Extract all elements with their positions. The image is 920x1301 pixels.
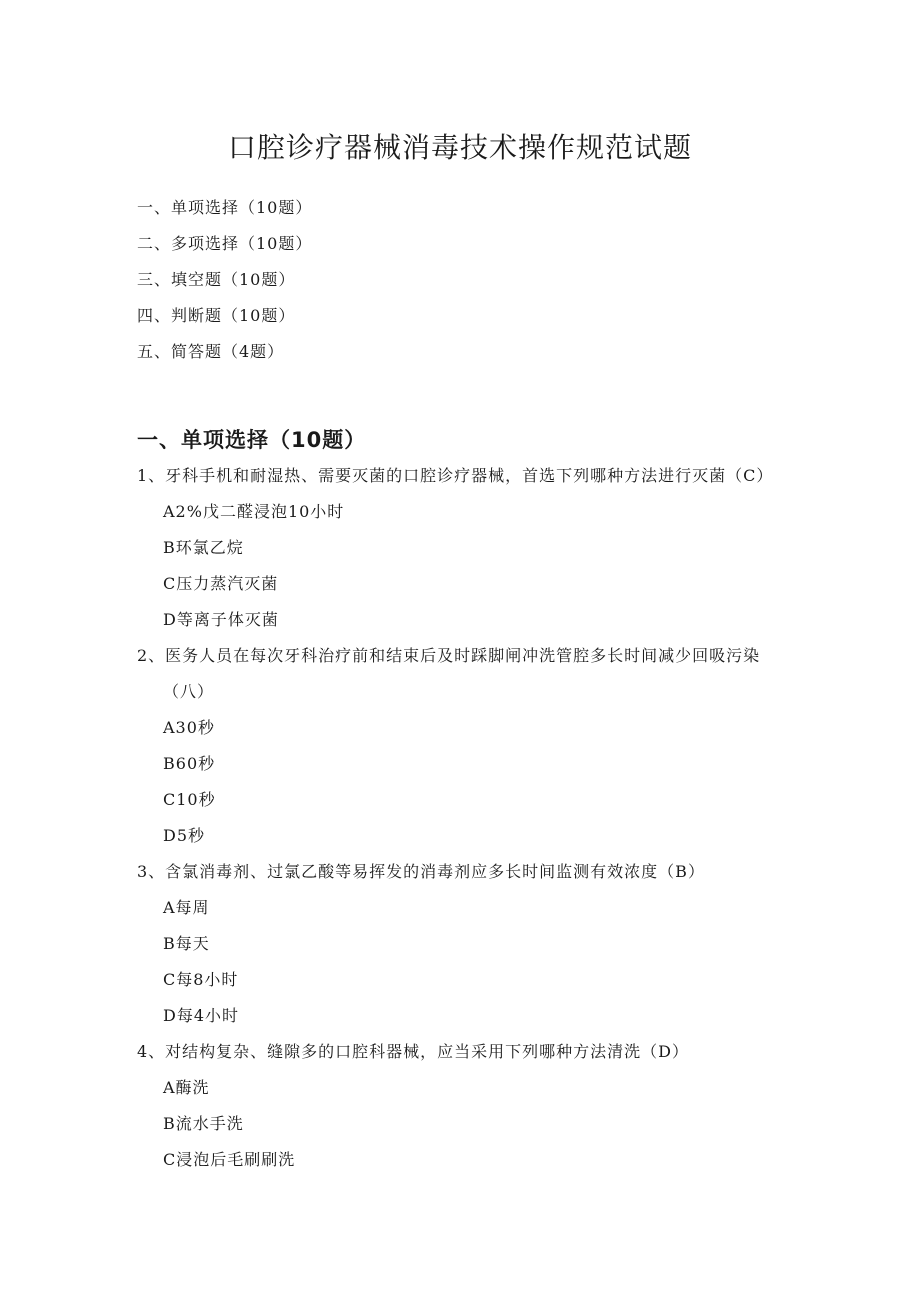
toc-item: 三、填空题（10题） xyxy=(137,270,296,289)
question-1-option: C压力蒸汽灭菌 xyxy=(163,574,279,593)
question-2: 2、医务人员在每次牙科治疗前和结束后及时踩脚闸冲洗管腔多长时间减少回吸污染 xyxy=(137,646,761,665)
question-4-option: B流水手洗 xyxy=(163,1114,244,1133)
toc-item: 五、简答题（4题） xyxy=(137,342,285,361)
toc-item: 四、判断题（10题） xyxy=(137,306,296,325)
question-2-option: A30秒 xyxy=(163,718,215,737)
question-2-option: C10秒 xyxy=(163,790,216,809)
question-4: 4、对结构复杂、缝隙多的口腔科器械，应当采用下列哪种方法清洗（D） xyxy=(137,1042,690,1061)
document-title: 口腔诊疗器械消毒技术操作规范试题 xyxy=(227,131,692,164)
question-3-option: C每8小时 xyxy=(163,970,239,989)
question-2-option: D5秒 xyxy=(163,826,206,845)
question-4-option: A酶洗 xyxy=(163,1078,210,1097)
question-4-option: C浸泡后毛刷刷洗 xyxy=(163,1150,296,1169)
question-3: 3、含氯消毒剂、过氯乙酸等易挥发的消毒剂应多长时间监测有效浓度（B） xyxy=(137,862,705,881)
question-3-option: B每天 xyxy=(163,934,210,953)
section-heading: 一、单项选择（10题） xyxy=(137,428,367,452)
question-3-option: D每4小时 xyxy=(163,1006,240,1025)
toc-item: 一、单项选择（10题） xyxy=(137,198,313,217)
question-1: 1、牙科手机和耐湿热、需要灭菌的口腔诊疗器械，首选下列哪种方法进行灭菌（C） xyxy=(137,466,774,485)
question-1-option: A2%戊二醛浸泡10小时 xyxy=(163,502,345,521)
question-3-option: A每周 xyxy=(163,898,210,917)
question-list xyxy=(137,458,777,1178)
question-1-option: D等离子体灭菌 xyxy=(163,610,279,629)
question-1-option: B环氯乙烷 xyxy=(163,538,244,557)
question-2-continuation: （八） xyxy=(163,682,215,701)
toc-item: 二、多项选择（10题） xyxy=(137,234,313,253)
table-of-contents xyxy=(137,190,312,370)
question-2-option: B60秒 xyxy=(163,754,216,773)
